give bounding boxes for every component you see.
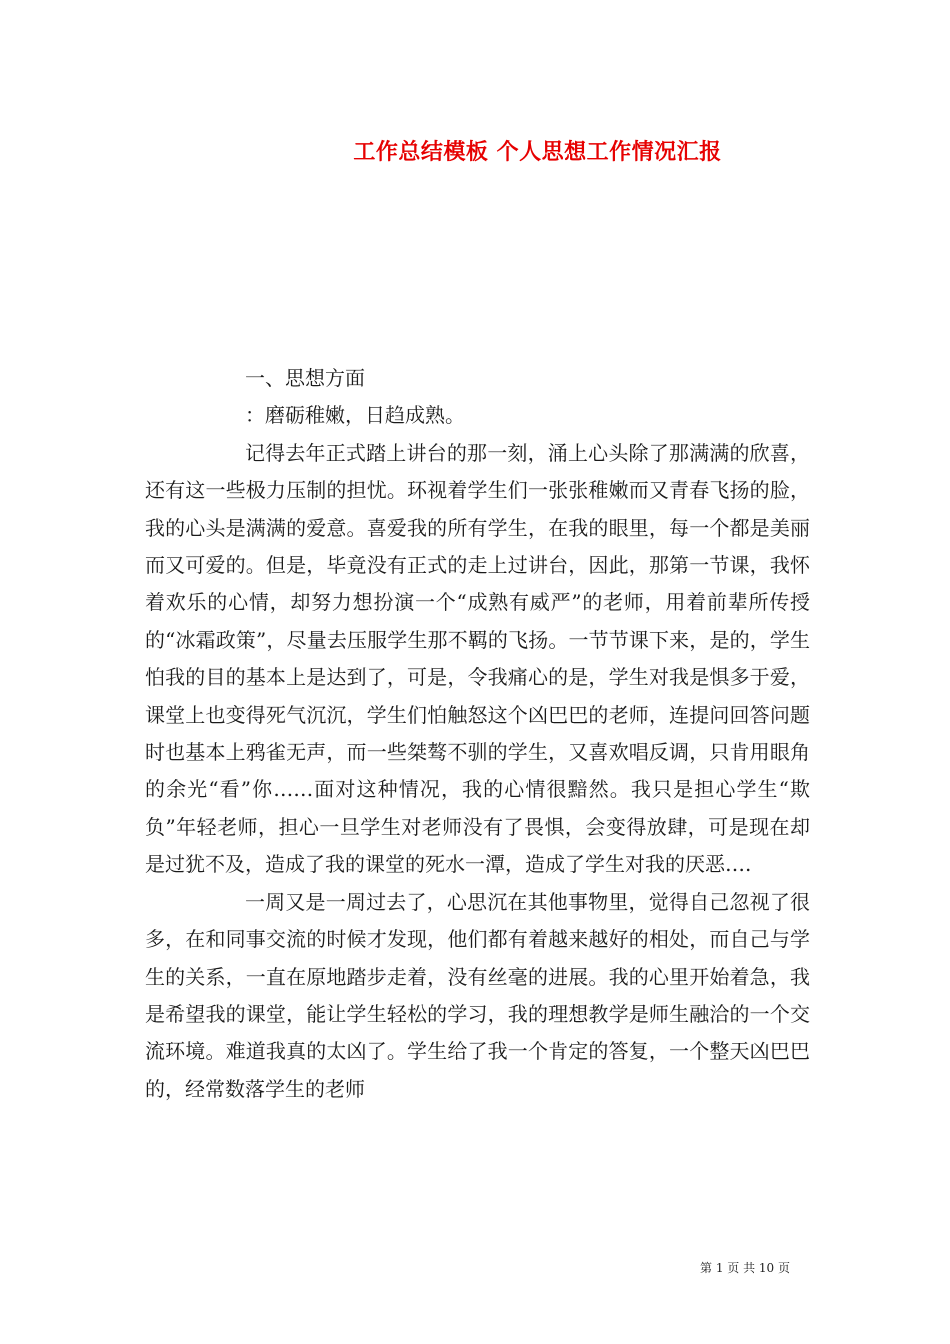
body-paragraph: 一周又是一周过去了，心思沉在其他事物里，觉得自己忽视了很多，在和同事交流的时候才发现，他们都有着越来越好的相处，而自己与学生的关系，一直在原地踏步走着，没有丝毫的进展。我的心里开始着急，我是希望我的课堂，能让学生轻松的学习，我的理想教学是师生融洽的一个交流环境。难道我真的太凶了。学生给了我一个肯定的答复，一个整天凶巴巴的，经常数落学生的老师 [145,889,810,1101]
section-heading: 一、思想方面 [245,366,365,390]
page-number: 第 1 页 共 10 页 [700,1261,790,1275]
document-title: 工作总结模板 个人思想工作情况汇报 [353,139,722,165]
body-paragraph: 记得去年正式踏上讲台的那一刻，涌上心头除了那满满的欣喜，还有这一些极力压制的担忧。环视着学生们一张张稚嫩而又青春飞扬的脸，我的心头是满满的爱意。喜爱我的所有学生，在我的眼里，每一个都是美丽而又可爱的。但是，毕竟没有正式的走上过讲台，因此，那第一节课，我怀着欢乐的心情，却努力想扮演一个“成熟有威严”的老师，用着前辈所传授的“冰霜政策”，尽量去压服学生那不羁的飞扬。一节节课下来，是的，学生怕我的目的基本上是达到了，可是，令我痛心的是，学生对我是惧多于爱，课堂上也变得死气沉沉，学生们怕触怒这个凶巴巴的老师，连提问回答问题时也基本上鸦雀无声，而一些桀骜不驯的学生，又喜欢唱反调，只肯用眼角的余光“看”你……面对这种情况，我的心情很黯然。我只是担心学生“欺负”年轻老师，担心一旦学生对老师没有了畏惧，会变得放肆，可是现在却是过犹不及，造成了我的课堂的死水一潭，造成了学生对我的厌恶…. [145,440,810,877]
section-subheading: ：磨砺稚嫩，日趋成熟。 [245,403,465,428]
document-body [145,360,810,1108]
